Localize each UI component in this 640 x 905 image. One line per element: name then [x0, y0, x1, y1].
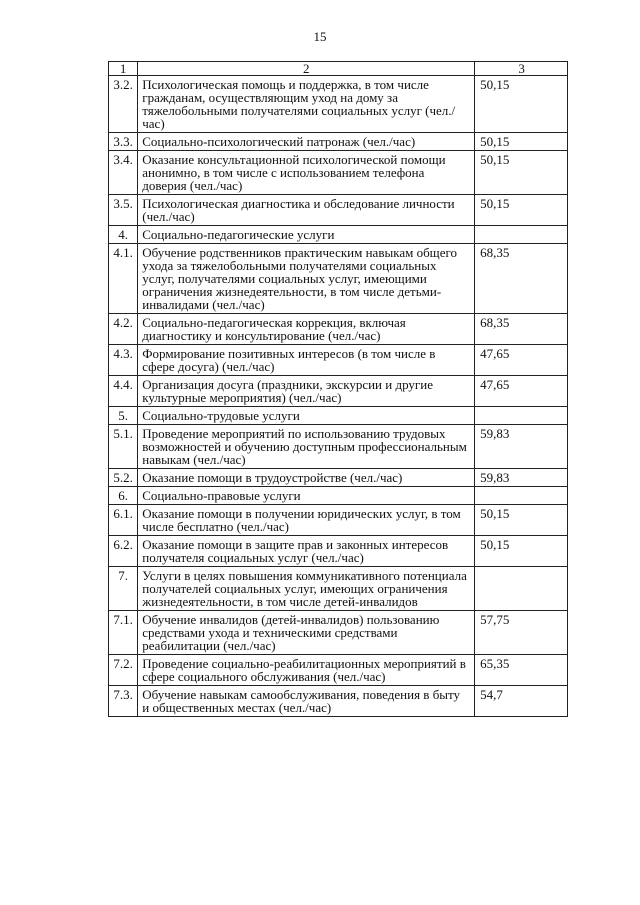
row-description: Социально-правовые услуги	[138, 487, 475, 505]
row-number: 5.	[109, 407, 138, 425]
row-description: Социально-трудовые услуги	[138, 407, 475, 425]
row-number: 7.2.	[109, 655, 138, 686]
row-description: Проведение мероприятий по использованию трудовых возможностей и обучению доступным профессиональным навыкам (чел./час)	[138, 425, 475, 469]
row-value: 50,15	[475, 536, 568, 567]
table-row	[109, 226, 568, 244]
row-number: 7.	[109, 567, 138, 611]
row-number: 4.	[109, 226, 138, 244]
row-number: 5.1.	[109, 425, 138, 469]
row-value	[475, 226, 568, 244]
table-header-row	[109, 62, 568, 76]
table-row	[109, 376, 568, 407]
row-description: Организация досуга (праздники, экскурсии и другие культурные мероприятия) (чел./час)	[138, 376, 475, 407]
row-number: 3.5.	[109, 195, 138, 226]
table-row	[109, 487, 568, 505]
row-number: 4.4.	[109, 376, 138, 407]
row-number: 6.2.	[109, 536, 138, 567]
table-row	[109, 314, 568, 345]
table-row	[109, 505, 568, 536]
table-row	[109, 469, 568, 487]
table-row	[109, 244, 568, 314]
row-value: 59,83	[475, 469, 568, 487]
row-value: 50,15	[475, 151, 568, 195]
table-row	[109, 655, 568, 686]
table-row	[109, 611, 568, 655]
row-description: Обучение родственников практическим навыкам общего ухода за тяжелобольными получателями социальных услуг, получателями социальных услуг, имеющими ограничения жизнедеятельности, в том числе детьми-инвалидами (чел./час)	[138, 244, 475, 314]
row-description: Обучение навыкам самообслуживания, поведения в быту и общественных местах (чел./час)	[138, 686, 475, 717]
row-description: Формирование позитивных интересов (в том числе в сфере досуга) (чел./час)	[138, 345, 475, 376]
row-value: 50,15	[475, 195, 568, 226]
row-description: Обучение инвалидов (детей-инвалидов) пользованию средствами ухода и техническими средствами реабилитации (чел./час)	[138, 611, 475, 655]
table-row	[109, 567, 568, 611]
row-value: 50,15	[475, 505, 568, 536]
page-number: 15	[313, 29, 327, 44]
row-description: Психологическая диагностика и обследование личности (чел./час)	[138, 195, 475, 226]
row-number: 7.1.	[109, 611, 138, 655]
row-number: 4.1.	[109, 244, 138, 314]
row-number: 4.3.	[109, 345, 138, 376]
row-number: 7.3.	[109, 686, 138, 717]
row-value: 50,15	[475, 133, 568, 151]
header-col-1: 1	[109, 62, 138, 76]
row-number: 3.4.	[109, 151, 138, 195]
row-value: 68,35	[475, 244, 568, 314]
row-description: Услуги в целях повышения коммуникативного потенциала получателей социальных услуг, имеющих ограничения жизнедеятельности, в том числе детей-инвалидов	[138, 567, 475, 611]
row-number: 6.1.	[109, 505, 138, 536]
row-description: Оказание помощи в защите прав и законных интересов получателя социальных услуг (чел./час)	[138, 536, 475, 567]
row-value: 47,65	[475, 376, 568, 407]
row-number: 4.2.	[109, 314, 138, 345]
table-row	[109, 133, 568, 151]
table-row	[109, 686, 568, 717]
row-number: 3.2.	[109, 76, 138, 133]
table-row	[109, 195, 568, 226]
header-col-2: 2	[138, 62, 475, 76]
table-row	[109, 536, 568, 567]
table-row	[109, 151, 568, 195]
row-description: Социально-психологический патронаж (чел./час)	[138, 133, 475, 151]
row-value: 47,65	[475, 345, 568, 376]
row-number: 3.3.	[109, 133, 138, 151]
row-value: 50,15	[475, 76, 568, 133]
row-value: 68,35	[475, 314, 568, 345]
table-row	[109, 425, 568, 469]
row-value: 54,7	[475, 686, 568, 717]
row-value: 65,35	[475, 655, 568, 686]
row-description: Социально-педагогическая коррекция, включая диагностику и консультирование (чел./час)	[138, 314, 475, 345]
row-value	[475, 407, 568, 425]
row-description: Оказание консультационной психологической помощи анонимно, в том числе с использованием телефона доверия (чел./час)	[138, 151, 475, 195]
row-value	[475, 487, 568, 505]
header-col-3: 3	[475, 62, 568, 76]
table-row	[109, 407, 568, 425]
row-description: Проведение социально-реабилитационных мероприятий в сфере социального обслуживания (чел./час)	[138, 655, 475, 686]
row-value: 59,83	[475, 425, 568, 469]
table-row	[109, 76, 568, 133]
row-number: 6.	[109, 487, 138, 505]
row-number: 5.2.	[109, 469, 138, 487]
row-description: Оказание помощи в трудоустройстве (чел./час)	[138, 469, 475, 487]
row-value	[475, 567, 568, 611]
tariff-table	[108, 61, 568, 717]
table-row	[109, 345, 568, 376]
row-description: Социально-педагогические услуги	[138, 226, 475, 244]
row-description: Психологическая помощь и поддержка, в том числе гражданам, осуществляющим уход на дому за тяжелобольными получателями социальных услуг (чел./час)	[138, 76, 475, 133]
row-description: Оказание помощи в получении юридических услуг, в том числе бесплатно (чел./час)	[138, 505, 475, 536]
row-value: 57,75	[475, 611, 568, 655]
